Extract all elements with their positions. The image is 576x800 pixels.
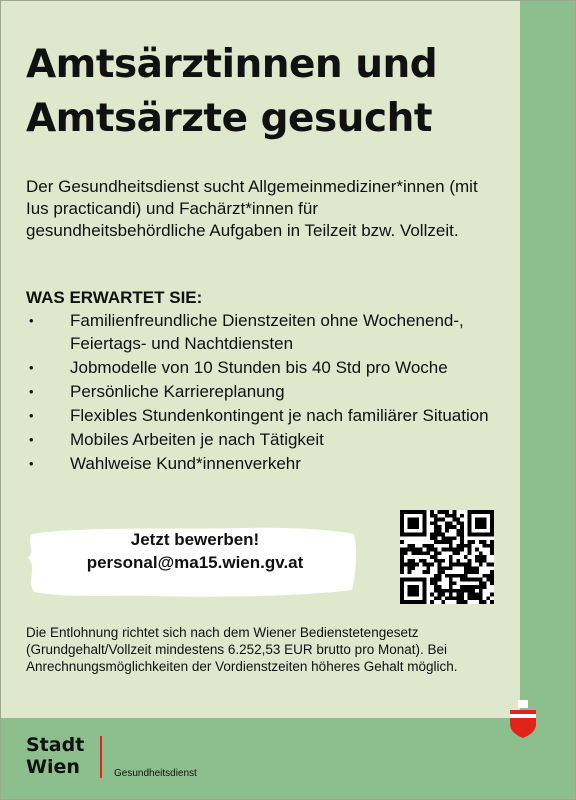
list-item: • Wahlweise Kund*innenverkehr (29, 454, 301, 473)
footer-band (0, 718, 576, 800)
logo-stadt: Stadt (26, 734, 85, 756)
list-item: • Flexibles Stundenkontingent je nach familiärer Situation (29, 406, 489, 425)
bullet-icon: • (29, 456, 34, 471)
list-item: • Mobiles Arbeiten je nach Tätigkeit (29, 430, 324, 449)
bullet-icon: • (29, 360, 34, 375)
qr-code-icon[interactable] (400, 510, 494, 604)
salary-info: Die Entlohnung richtet sich nach dem Wiener Bedienstetengesetz (Grundgehalt/Vollzeit mindestens 6.252,53 EUR brutto pro Monat). Bei Anrechnungsmöglichkeiten der Vordienstzeiten höheres Gehalt möglich. (26, 625, 458, 674)
bullet-icon: • (29, 432, 34, 447)
title-line-2: Amtsärzte gesucht (26, 96, 432, 141)
intro-text: Der Gesundheitsdienst sucht Allgemeinmediziner*innen (mit Ius practicandi) und Fachärzt*innen für gesundheitsbehördliche Aufgaben in Teilzeit bzw. Vollzeit. (26, 177, 478, 240)
bullet-icon: • (29, 384, 34, 399)
page-title (26, 38, 506, 146)
logo-wien: Wien (26, 756, 80, 778)
vienna-flag-icon (510, 700, 536, 738)
bullet-icon: • (29, 408, 34, 423)
cta-email-link[interactable]: personal@ma15.wien.gv.at (86, 553, 304, 572)
title-line-1: Amtsärztinnen und (26, 42, 438, 87)
list-item: • Jobmodelle von 10 Stunden bis 40 Std pro Woche (29, 358, 448, 377)
logo-department: Gesundheitsdienst (114, 768, 197, 779)
bullet-icon: • (29, 313, 34, 328)
list-item: • Familienfreundliche Dienstzeiten ohne Wochenend-, Feiertags- und Nachtdiensten (29, 311, 464, 353)
list-item: • Persönliche Karriereplanung (29, 382, 285, 401)
logo-divider (100, 736, 102, 778)
cta-label: Jetzt bewerben! (130, 530, 260, 549)
side-accent-bar (520, 0, 576, 718)
section-heading: WAS ERWARTET SIE: (26, 288, 203, 307)
benefits-list (26, 309, 516, 476)
